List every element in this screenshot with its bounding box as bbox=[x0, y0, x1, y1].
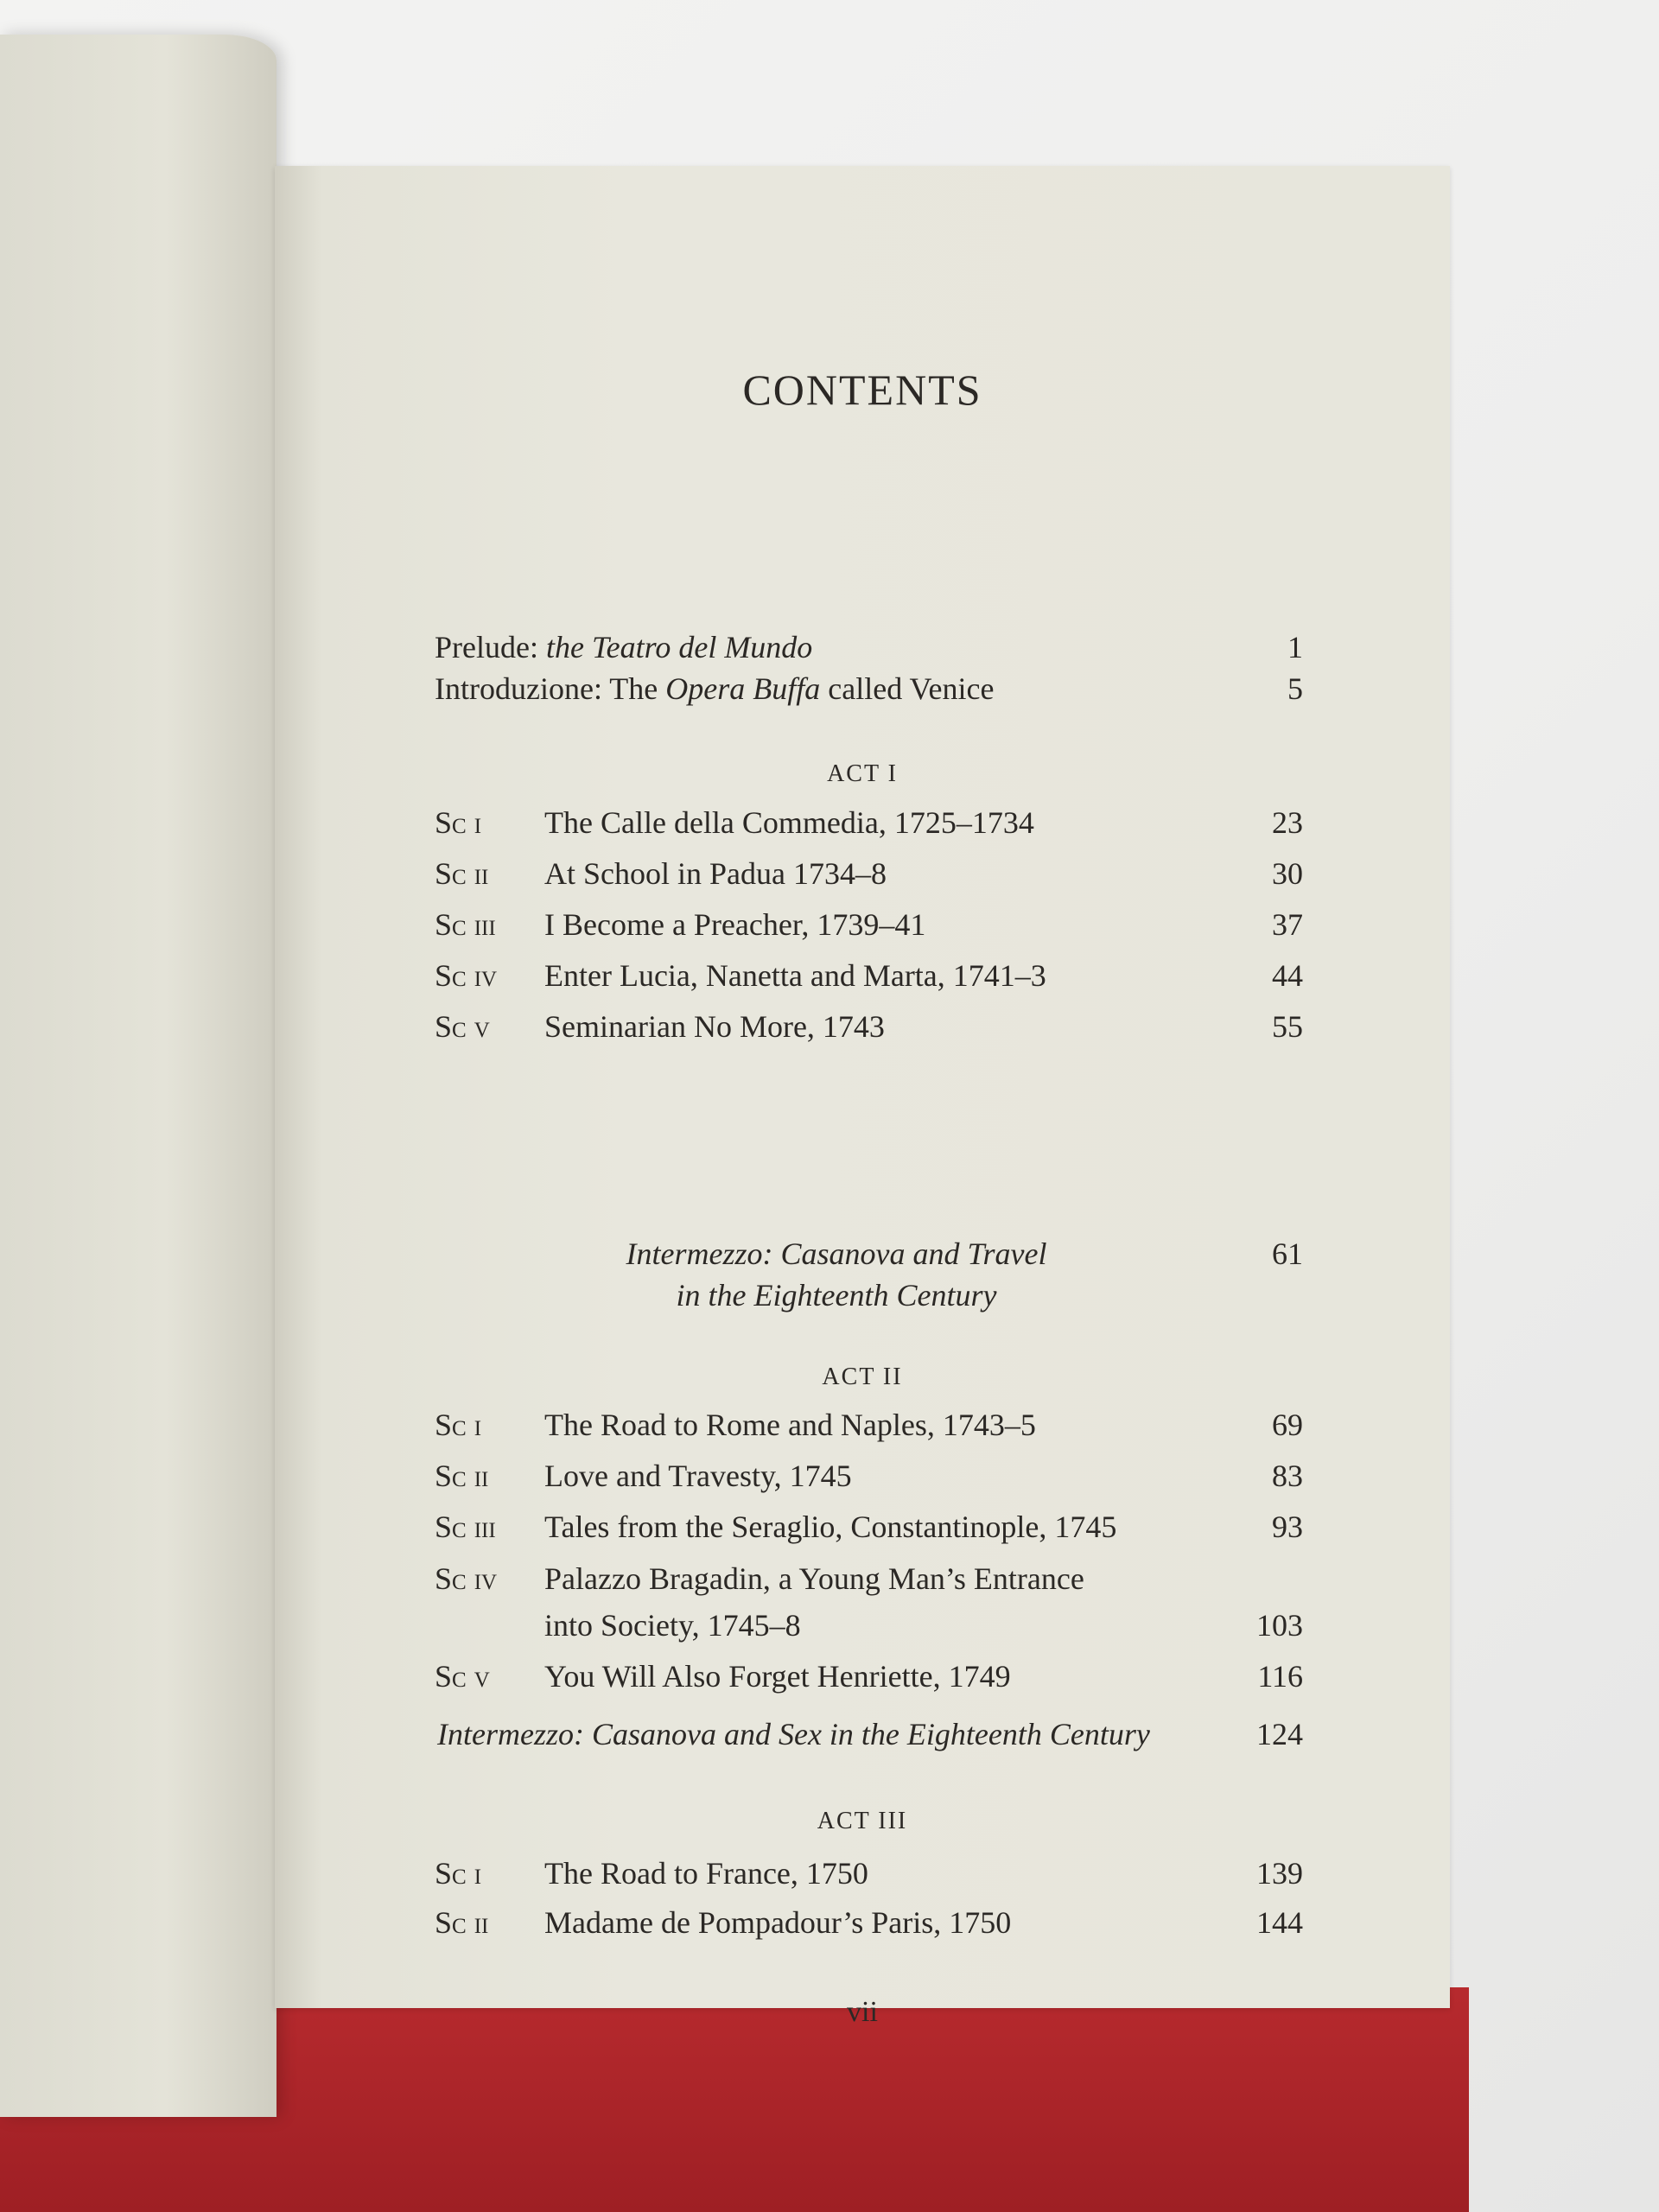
scene-label: Sc ii bbox=[435, 1459, 489, 1493]
page-number: 139 bbox=[1256, 1856, 1303, 1891]
act-heading: ACT II bbox=[822, 1363, 903, 1390]
page-number: 69 bbox=[1272, 1408, 1303, 1442]
page-number: 61 bbox=[1272, 1236, 1303, 1271]
scene-label: Sc iv bbox=[435, 958, 498, 993]
scene-title: Palazzo Bragadin, a Young Man’s Entrance bbox=[544, 1561, 1084, 1596]
toc-entry bbox=[275, 1403, 1450, 1446]
page-number: 116 bbox=[1257, 1659, 1303, 1694]
toc-entry bbox=[275, 1505, 1450, 1548]
page-number: 93 bbox=[1272, 1510, 1303, 1544]
scene-label: Sc i bbox=[435, 805, 482, 840]
page-number: 37 bbox=[1272, 907, 1303, 942]
toc-entry bbox=[275, 954, 1450, 997]
scene-title: Madame de Pompadour’s Paris, 1750 bbox=[544, 1905, 1012, 1940]
scene-label: Sc v bbox=[435, 1009, 490, 1044]
toc-entry bbox=[275, 1557, 1450, 1600]
scene-label: Sc v bbox=[435, 1659, 490, 1694]
scene-title: The Road to France, 1750 bbox=[544, 1856, 868, 1891]
scene-title: Tales from the Seraglio, Constantinople, 1745 bbox=[544, 1510, 1117, 1544]
toc-entry-continued bbox=[275, 1604, 1450, 1647]
right-page bbox=[275, 166, 1450, 2028]
left-page bbox=[0, 35, 276, 2117]
toc-entry-introduzione bbox=[275, 667, 1450, 710]
toc-entry bbox=[275, 1655, 1450, 1698]
entry-text: Prelude: bbox=[435, 630, 546, 664]
entry-italic: Opera Buffa bbox=[665, 671, 821, 706]
intermezzo-entry bbox=[560, 1233, 1113, 1316]
page-title: CONTENTS bbox=[742, 365, 982, 414]
page-number: 103 bbox=[1256, 1608, 1303, 1643]
toc-entry bbox=[275, 903, 1450, 946]
toc-entry bbox=[275, 1005, 1450, 1048]
scene-title: You Will Also Forget Henriette, 1749 bbox=[544, 1659, 1011, 1694]
page-number: 5 bbox=[1287, 671, 1303, 706]
scene-title: The Road to Rome and Naples, 1743–5 bbox=[544, 1408, 1036, 1442]
act-heading: ACT III bbox=[817, 1808, 908, 1834]
scene-label: Sc iii bbox=[435, 1510, 496, 1544]
scene-label: Sc iii bbox=[435, 907, 496, 942]
page-number: 83 bbox=[1272, 1459, 1303, 1493]
scene-label: Sc iv bbox=[435, 1561, 498, 1596]
toc-entry bbox=[275, 1852, 1450, 1895]
scene-label: Sc i bbox=[435, 1408, 482, 1442]
toc-entry bbox=[275, 801, 1450, 844]
scene-label: Sc ii bbox=[435, 856, 489, 891]
intermezzo-line-1: Intermezzo: Casanova and Travel bbox=[626, 1236, 1047, 1271]
entry-text-post: called Venice bbox=[820, 671, 995, 706]
contents-page bbox=[275, 166, 1450, 2028]
page-number: 44 bbox=[1272, 958, 1303, 993]
scene-label: Sc i bbox=[435, 1856, 482, 1891]
toc-entry bbox=[275, 1901, 1450, 1944]
page-folio: vii bbox=[847, 1996, 878, 2028]
intermezzo-entry bbox=[275, 1713, 1450, 1756]
scene-title: I Become a Preacher, 1739–41 bbox=[544, 907, 926, 942]
page-number: 30 bbox=[1272, 856, 1303, 891]
scene-title: Seminarian No More, 1743 bbox=[544, 1009, 885, 1044]
page-number: 124 bbox=[1256, 1717, 1303, 1751]
entry-italic: the Teatro del Mundo bbox=[545, 630, 813, 664]
toc-entry-prelude bbox=[275, 626, 1450, 669]
act-heading: ACT I bbox=[827, 760, 898, 787]
toc-entry bbox=[275, 852, 1450, 895]
scene-title: The Calle della Commedia, 1725–1734 bbox=[544, 805, 1034, 840]
scene-title: Love and Travesty, 1745 bbox=[544, 1459, 852, 1493]
intermezzo-line-2: in the Eighteenth Century bbox=[676, 1278, 997, 1313]
page-number: 23 bbox=[1272, 805, 1303, 840]
scene-title-continued: into Society, 1745–8 bbox=[544, 1608, 801, 1643]
scene-title: Enter Lucia, Nanetta and Marta, 1741–3 bbox=[544, 958, 1046, 993]
intermezzo-line-1: Intermezzo: Casanova and Sex in the Eighteenth Century bbox=[437, 1717, 1150, 1751]
page-number: 55 bbox=[1272, 1009, 1303, 1044]
scene-label: Sc ii bbox=[435, 1905, 489, 1940]
page-number: 1 bbox=[1287, 630, 1303, 664]
entry-text: Introduzione: The bbox=[435, 671, 666, 706]
toc-entry bbox=[275, 1454, 1450, 1497]
scene-title: At School in Padua 1734–8 bbox=[544, 856, 887, 891]
page-number: 144 bbox=[1256, 1905, 1303, 1940]
